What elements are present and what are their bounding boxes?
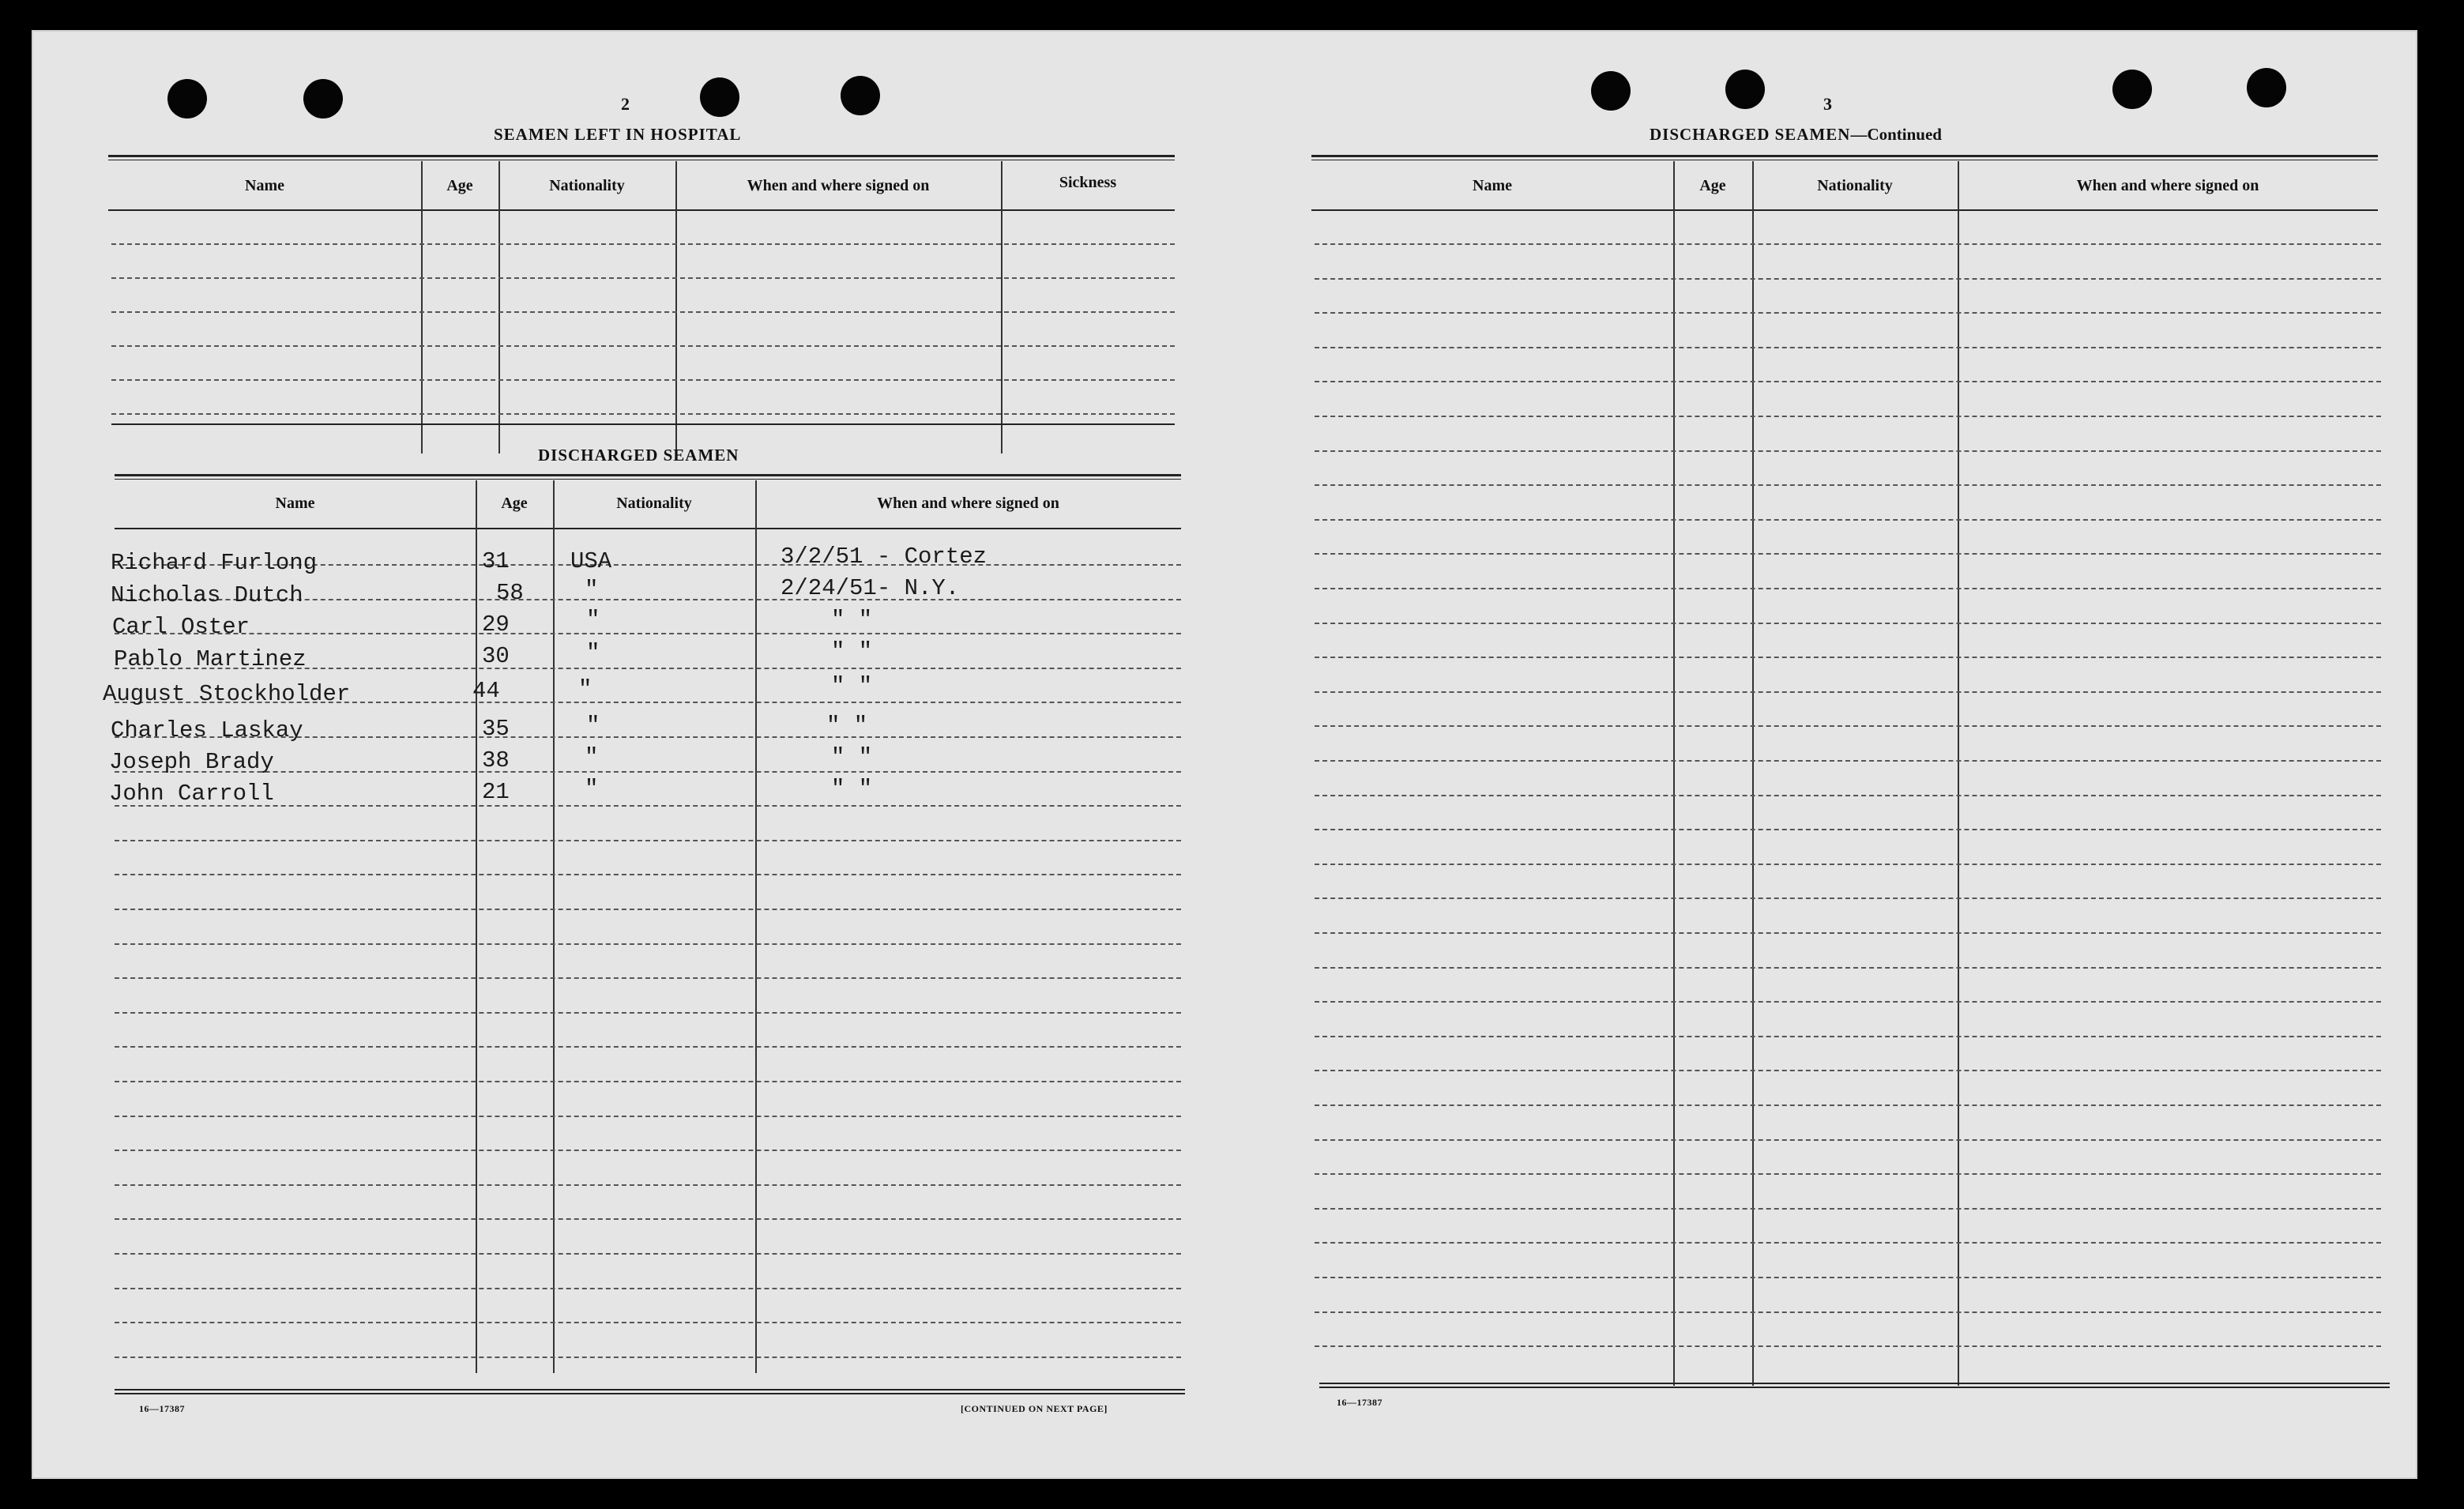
- ruled-line: [1315, 312, 2381, 314]
- seaman-nationality: ": [585, 776, 599, 802]
- ruled-line: [115, 1081, 1181, 1082]
- seaman-signed-on: " ": [831, 744, 873, 770]
- ruled-line: [111, 277, 1175, 279]
- ruled-line: [115, 874, 1181, 875]
- hospital-header-rule: [108, 209, 1175, 211]
- right-top-rule: [1311, 155, 2378, 157]
- ruled-line: [1315, 519, 2381, 521]
- right-section-title: [1650, 125, 1942, 145]
- ruled-line: [115, 1357, 1181, 1358]
- left-bottom-rule-2: [115, 1393, 1185, 1394]
- punch-hole: [700, 77, 739, 117]
- ruled-line: [1315, 1311, 2381, 1313]
- right-header-signed-on: When and where signed on: [2076, 177, 2259, 194]
- seaman-age: 38: [482, 747, 510, 773]
- right-col-divider: [1673, 161, 1675, 1386]
- page-number-left: 2: [621, 94, 630, 114]
- ruled-line: [115, 771, 1181, 773]
- discharged-header-nationality: Nationality: [616, 495, 692, 512]
- left-bottom-rule: [115, 1389, 1185, 1390]
- punch-hole: [1591, 71, 1631, 111]
- hospital-header-signed-on: When and where signed on: [747, 177, 930, 194]
- ruled-line: [1315, 691, 2381, 693]
- seaman-signed-on: " ": [831, 638, 873, 664]
- ruled-line: [1315, 1036, 2381, 1037]
- hospital-col-divider: [498, 161, 500, 453]
- ruled-line: [115, 909, 1181, 910]
- right-col-divider: [1958, 161, 1959, 1386]
- punch-hole: [167, 79, 207, 119]
- ruled-line: [1315, 864, 2381, 865]
- punch-hole: [841, 76, 880, 115]
- punch-hole: [2247, 68, 2286, 107]
- ruled-line: [1315, 829, 2381, 830]
- seaman-age: 44: [472, 678, 500, 704]
- right-header-age: Age: [1699, 177, 1726, 194]
- ruled-line: [1315, 450, 2381, 452]
- seaman-age: 35: [482, 716, 510, 742]
- hospital-header-name: Name: [245, 177, 284, 194]
- ruled-line: [115, 1150, 1181, 1151]
- hospital-section-title: SEAMEN LEFT IN HOSPITAL: [494, 125, 742, 144]
- ruled-line: [115, 1184, 1181, 1186]
- ruled-line: [115, 840, 1181, 841]
- ruled-line: [115, 1218, 1181, 1220]
- ruled-line: [1315, 623, 2381, 624]
- ruled-line: [115, 1288, 1181, 1289]
- seaman-nationality: ": [578, 676, 592, 702]
- discharged-header-age: Age: [501, 495, 528, 512]
- hospital-col-divider: [675, 161, 677, 453]
- punch-hole: [303, 79, 343, 119]
- discharged-header-rule: [115, 528, 1181, 529]
- ruled-line: [115, 1116, 1181, 1117]
- hospital-col-divider: [1001, 161, 1003, 453]
- discharged-col-divider: [755, 480, 757, 1373]
- ruled-line: [1315, 1070, 2381, 1071]
- ruled-line: [115, 1012, 1181, 1014]
- seaman-age: 58: [496, 580, 524, 606]
- ruled-line: [1315, 278, 2381, 280]
- hospital-header-sickness: Sickness: [1059, 174, 1117, 191]
- ledger-sheet: [32, 30, 2417, 1479]
- seaman-name: John Carroll: [109, 781, 274, 807]
- right-bottom-rule: [1319, 1383, 2390, 1384]
- ruled-line: [111, 413, 1175, 415]
- ruled-line: [1315, 967, 2381, 969]
- seaman-nationality: ": [586, 640, 600, 666]
- seaman-signed-on: " ": [831, 673, 873, 699]
- seaman-nationality: ": [585, 744, 599, 770]
- discharged-section-title: DISCHARGED SEAMEN: [538, 446, 739, 465]
- ruled-line: [1315, 795, 2381, 796]
- right-header-nationality: Nationality: [1817, 177, 1893, 194]
- ruled-line: [1315, 657, 2381, 658]
- ruled-line: [115, 805, 1181, 807]
- discharged-top-rule-2: [115, 479, 1181, 480]
- ruled-line: [1315, 588, 2381, 589]
- seaman-age: 29: [482, 612, 510, 638]
- ruled-line: [115, 633, 1181, 634]
- ruled-line: [115, 943, 1181, 945]
- ruled-line: [111, 345, 1175, 347]
- continued-note: [CONTINUED ON NEXT PAGE]: [961, 1403, 1108, 1414]
- ruled-line: [1315, 1139, 2381, 1141]
- ruled-line: [115, 1046, 1181, 1048]
- ruled-line: [1315, 1104, 2381, 1106]
- hospital-header-age: Age: [446, 177, 473, 194]
- right-bottom-rule-2: [1319, 1387, 2390, 1388]
- ruled-line: [1315, 1173, 2381, 1175]
- seaman-name: Pablo Martinez: [114, 646, 307, 672]
- ruled-line: [1315, 416, 2381, 417]
- ruled-line: [1315, 897, 2381, 899]
- discharged-top-rule: [115, 474, 1181, 476]
- discharged-header-signed-on: When and where signed on: [877, 495, 1059, 512]
- ruled-line: [1315, 1277, 2381, 1278]
- ruled-line: [1315, 484, 2381, 486]
- seaman-nationality: ": [586, 607, 600, 633]
- discharged-col-divider: [476, 480, 477, 1373]
- hospital-top-rule: [108, 155, 1175, 157]
- right-col-divider: [1752, 161, 1754, 1386]
- ruled-line: [1315, 553, 2381, 555]
- seaman-nationality: ": [585, 577, 599, 603]
- ruled-line: [115, 977, 1181, 979]
- seaman-age: 31: [482, 548, 510, 574]
- ruled-line: [1315, 932, 2381, 934]
- ruled-line: [1315, 1208, 2381, 1210]
- ruled-line: [1315, 347, 2381, 348]
- ruled-line: [1315, 1345, 2381, 1347]
- hospital-bottom-rule: [111, 423, 1175, 425]
- seaman-nationality: ": [586, 713, 600, 739]
- seaman-age: 21: [482, 779, 510, 805]
- seaman-signed-on: 2/24/51- N.Y.: [781, 575, 960, 601]
- seaman-name: Joseph Brady: [109, 749, 274, 775]
- right-title-suffix: —Continued: [1850, 125, 1942, 144]
- discharged-col-divider: [553, 480, 555, 1373]
- hospital-col-divider: [421, 161, 423, 453]
- seaman-signed-on: " ": [831, 607, 873, 633]
- seaman-name: Charles Laskay: [111, 717, 303, 743]
- seaman-signed-on: 3/2/51 - Cortez: [781, 544, 987, 570]
- ruled-line: [1315, 243, 2381, 245]
- ruled-line: [1315, 1001, 2381, 1003]
- ruled-line: [111, 243, 1175, 245]
- seaman-name: Nicholas Dutch: [111, 582, 303, 608]
- seaman-nationality: USA: [570, 548, 612, 574]
- form-number-right: 16—17387: [1337, 1397, 1382, 1408]
- ruled-line: [1315, 381, 2381, 382]
- right-header-rule: [1311, 209, 2378, 211]
- seaman-name: Richard Furlong: [111, 550, 318, 576]
- form-number-left: 16—17387: [139, 1403, 185, 1414]
- hospital-header-nationality: Nationality: [549, 177, 625, 194]
- ruled-line: [111, 379, 1175, 381]
- seaman-name: Carl Oster: [112, 614, 250, 640]
- punch-hole: [1725, 70, 1765, 109]
- right-header-name: Name: [1473, 177, 1512, 194]
- page-number-right: 3: [1823, 94, 1832, 114]
- seaman-name: August Stockholder: [103, 681, 351, 707]
- seaman-signed-on: " ": [831, 776, 873, 802]
- ruled-line: [1315, 760, 2381, 762]
- seaman-age: 30: [482, 643, 510, 669]
- seaman-signed-on: " ": [826, 713, 868, 739]
- ruled-line: [1315, 1242, 2381, 1244]
- ruled-line: [111, 311, 1175, 313]
- ruled-line: [1315, 725, 2381, 727]
- punch-hole: [2112, 70, 2152, 109]
- ruled-line: [115, 1322, 1181, 1323]
- discharged-header-name: Name: [275, 495, 315, 512]
- ruled-line: [115, 1253, 1181, 1255]
- right-title-main: DISCHARGED SEAMEN: [1650, 125, 1851, 144]
